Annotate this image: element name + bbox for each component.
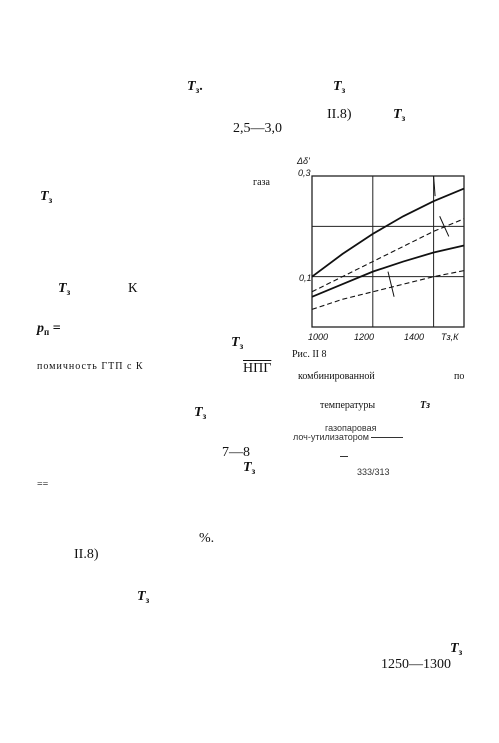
temp-symbol: $T_з$ bbox=[450, 641, 463, 657]
reference-text: II.8) bbox=[327, 107, 352, 122]
temp-symbol: $T_з$ bbox=[137, 589, 150, 605]
caption-text: Tз bbox=[420, 400, 431, 411]
caption-text: по bbox=[454, 371, 465, 382]
garbled-line: помичность ГТП с К bbox=[37, 361, 144, 372]
temp-symbol: $T_з$ bbox=[58, 281, 71, 297]
figure-label: Рис. II 8 bbox=[292, 349, 327, 360]
x-tick-label: 1000 bbox=[308, 332, 329, 342]
range-text: 2,5—3,0 bbox=[233, 121, 282, 136]
caption-text: температуры bbox=[320, 400, 376, 411]
temp-symbol: $T_з$ bbox=[40, 189, 53, 205]
series-line-1 bbox=[312, 189, 464, 277]
word-gaza: газа bbox=[253, 177, 270, 188]
legend-line-dashed bbox=[340, 452, 348, 461]
temp-symbol: $T_з$ bbox=[243, 460, 256, 476]
x-axis-label: Tз,К bbox=[441, 332, 459, 342]
series-line-3 bbox=[312, 219, 464, 292]
percent-text: %. bbox=[199, 531, 215, 546]
x-tick-label: 1200 bbox=[354, 332, 375, 342]
pressure-symbol: $p_п$ = bbox=[37, 321, 61, 337]
npp-text: НПГ bbox=[243, 361, 272, 376]
legend-text: газопаровая bbox=[325, 423, 377, 433]
legend-text: лоч-утилизатором bbox=[293, 433, 403, 442]
temp-symbol: $T_з$ bbox=[194, 405, 207, 421]
equals-mark: == bbox=[37, 479, 49, 490]
chart-plot-area bbox=[286, 152, 476, 352]
x-tick-label: 1400 bbox=[404, 332, 425, 342]
y-axis-label: Δδ' bbox=[297, 156, 310, 166]
range-text: 7—8 bbox=[222, 445, 250, 460]
range-text: 1250—1300 bbox=[381, 657, 451, 672]
y-tick-label: 0,1 bbox=[299, 273, 312, 283]
legend-line-solid bbox=[371, 437, 403, 438]
reference-text: II.8) bbox=[74, 547, 99, 562]
fraction-text: 333/313 bbox=[357, 467, 390, 477]
series-line-2 bbox=[312, 245, 464, 296]
temp-symbol: $T_з$ bbox=[231, 335, 244, 351]
temp-symbol: $T_з$ bbox=[333, 79, 346, 95]
figure-chart bbox=[286, 152, 476, 352]
unit-k: К bbox=[128, 281, 138, 296]
temp-symbol: $T_з$. bbox=[187, 79, 203, 95]
leader-line bbox=[388, 272, 394, 297]
caption-text: комбинированной bbox=[298, 371, 375, 382]
temp-symbol: $T_з$ bbox=[393, 107, 406, 123]
y-tick-label: 0,3 bbox=[298, 168, 311, 178]
